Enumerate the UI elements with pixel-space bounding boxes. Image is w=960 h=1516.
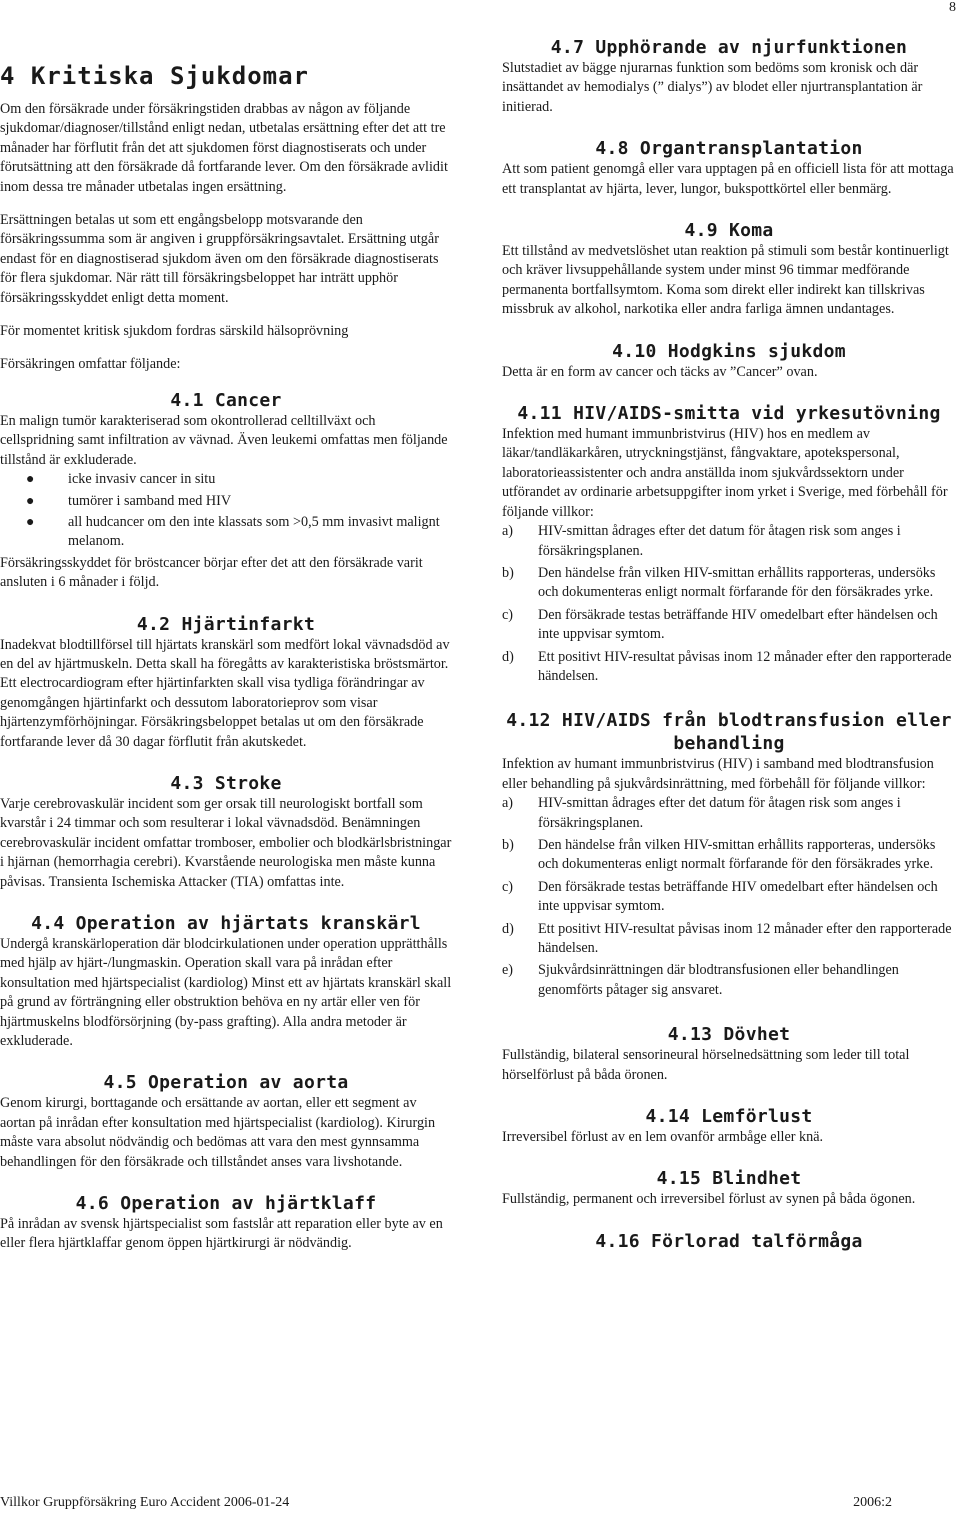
section-4-2-text: Inadekvat blodtillförsel till hjärtats kranskärl som medfört lokal vävnadsdöd av en del av hjärtmuskeln. Detta skall ha föregåtts av karakteristiska bröstsmärtor. Ett electrocardiogram efter hjärtinfarkten skall visa tydliga förändringar av genomgången hjärtinfarkt och dessutom laboratorieprov som visar hjärtenzymförhöjningar. Försäkringsbeloppet betalas ut om den försäkrade fortfarande lever då 30 dagar förflutit från akutskedet. [0,636,450,750]
section-4-10-text: Detta är en form av cancer och täcks av ”Cancer” ovan. [502,363,818,380]
list-item: d) Ett positivt HIV-resultat påvisas inom 12 månader efter den rapporterade händelsen. [502,648,952,684]
list-item: b) Den händelse från vilken HIV-smittan erhållits rapporteras, undersöks och dokumenteras enligt normalt förfarande för den försäkrades yrke. [502,564,936,601]
section-4-12-title: 4.12 HIV/AIDS från blodtransfusion eller behandling [506,710,952,755]
cancer-exclusion-list [0,470,452,552]
footer-document-title: Villkor Gruppförsäkring Euro Accident 2006-01-24 [0,1495,290,1510]
right-column [502,36,956,1253]
section-4-5-text: Genom kirurgi, borttagande och ersättande av aortan, eller ett segment av aortan på inrådan efter konsultation med hjärtspecialist (kardiolog). Kirurgin måste vara absolut nödvändig och bedömas att vara den mest gynnsamma behandlingen för den försäkrade och tillståndet anses vara livshotande. [0,1095,436,1170]
section-4-9-text: Ett tillstånd av medvetslöshet utan reaktion på stimuli som består kontinuerligt och kräver livsuppehållande system under minst 96 timmar medförande permanenta bortfallsymtom. Koma som direkt eller indirekt kan tillskrivas missbruk av alkohol, narkotika eller andra farliga ämnen undantages. [502,243,949,318]
section-4-12-conditions [502,794,956,1000]
section-4-11-conditions [502,522,956,686]
section-4-6-title: 4.6 Operation av hjärtklaff [75,1193,377,1215]
section-4-14-title: 4.14 Lemförlust [645,1106,813,1128]
section-4-12-text: Infektion av humant immunbristvirus (HIV) i samband med blodtransfusion eller behandling på sjukvårdsinrättning, med förbehåll för följande villkor: [502,756,934,792]
left-column [0,30,452,1254]
section-4-5-title: 4.5 Operation av aorta [103,1072,349,1094]
section-4-4-title: 4.4 Operation av hjärtats kranskärl [31,913,421,934]
chapter-heading: 4 Kritiska Sjukdomar [0,62,309,90]
section-4-4-text: Undergå kranskärloperation där blodcirkulationen under operation upprätthålls med hjälp av hjärt-/lungmaskin. Operation skall vara på inrådan efter konsultation med hjärtspecialist (kardiolog) Minst ett av hjärtats kranskärl skall på grund av förträngning eller obstruktion behöva en ny artär eller ven för hjärtmuskelns blodförsörjning (by-pass grafting). Alla andra metoder är exkluderade. [0,936,452,1050]
list-item: ● icke invasiv cancer in situ [0,470,452,489]
intro-paragraph-3: För momentet kritisk sjukdom fordras särskild hälsoprövning [0,323,349,340]
page-footer [0,1495,956,1511]
list-item: b) Den händelse från vilken HIV-smittan erhållits rapporteras, undersöks och dokumenteras enligt normalt förfarande för den försäkrades yrke. [502,836,936,873]
section-4-8-text: Att som patient genomgå eller vara upptagen på en officiell lista för att mottaga ett transplantat av hjärta, lever, lungor, bukspottkörtel eller benmärg. [502,161,954,197]
section-4-13-text: Fullständig, bilateral sensorineural hörselnedsättning som leder till total hörselförlust på båda öronen. [502,1047,910,1083]
section-4-6-text: På inrådan av svensk hjärtspecialist som fastslår att reparation eller byte av en eller flera hjärtklaffar genom öppen hjärtkirurgi är nödvändig. [0,1216,443,1252]
section-4-3-text: Varje cerebrovaskulär incident som ger orsak till neurologiskt bortfall som kvarstår i 24 timmar och som resulterar i lokal vävnadsdöd. Benämningen cerebrovaskulär incident omfattar tromboser, embolier och blodkärlsbristningar i hjärnan (hemorrhagia cerebri). Kvarstående neurologiska men måste kunna påvisas. Transienta Ischemiska Attacker (TIA) omfattas inte. [0,795,452,890]
bullet-icon: ● [26,514,35,530]
page-number: 8 [949,0,956,15]
list-item: a) HIV-smittan ådrages efter det datum för åtagen risk som anges i försäkringsplanen. [502,523,901,559]
section-4-11-text: Infektion med humant immunbristvirus (HIV) hos en medlem av läkar/tandläkarkåren, utryckningstjänst, fångvaktare, apotekspersonal, laboratorieassistenter och andra anställda inom sjukvårdssektorn under utförandet av ordinarie arbetsuppgifter inom yrket i Sverige, med förbehåll för följande villkor: [502,426,948,520]
list-item: c) Den försäkrade testas beträffande HIV omedelbart efter händelsen och inte uppvisar symtom. [502,878,938,915]
section-4-16-title: 4.16 Förlorad talförmåga [595,1230,863,1252]
section-4-1-after: Försäkringsskyddet för bröstcancer börjar efter det att den försäkrade varit ansluten i 6 månader i följd. [0,554,423,591]
list-item: ● tumörer i samband med HIV [0,492,452,511]
intro-paragraph-1: Om den försäkrade under försäkringstiden drabbas av någon av följande sjukdomar/diagnoser/tillstånd enligt nedan, utbetalas ersättning efter det att tre månader har förflutit från det att sjukdomen först diagnostiserats och under förutsättning att den försäkrade då fortfarande lever. Om den försäkrade avlidit inom dessa tre månader utbetalas ingen ersättning. [0,101,448,195]
intro-paragraph-4: Försäkringen omfattar följande: [0,356,181,373]
list-item: a) HIV-smittan ådrages efter det datum för åtagen risk som anges i försäkringsplanen. [502,795,901,831]
section-4-15-text: Fullständig, permanent och irreversibel förlust av synen på båda ögonen. [502,1191,916,1208]
section-4-9-title: 4.9 Koma [684,220,774,242]
list-item: ● all hudcancer om den inte klassats som >0,5 mm invasivt malignt melanom. [26,513,440,550]
section-4-3-title: 4.3 Stroke [170,772,282,794]
section-4-2-title: 4.2 Hjärtinfarkt [136,613,316,635]
footer-version: 2006:2 [853,1495,892,1510]
section-4-1-title: 4.1 Cancer [170,389,282,411]
section-4-13-title: 4.13 Dövhet [667,1024,791,1046]
section-4-1-text: En malign tumör karakteriserad som okontrollerad celltillväxt och cellspridning samt infiltration av vävnad. Även leukemi omfattas men följande tillstånd är exkluderade. [0,412,448,468]
section-4-10-title: 4.10 Hodgkins sjukdom [612,340,846,362]
section-4-11-title: 4.11 HIV/AIDS-smitta vid yrkesutövning [517,403,941,425]
section-4-14-text: Irreversibel förlust av en lem ovanför armbåge eller knä. [502,1129,824,1146]
section-4-7-title: 4.7 Upphörande av njurfunktionen [550,37,908,58]
intro-paragraph-2: Ersättningen betalas ut som ett engångsbelopp motsvarande den försäkringssumma som är angiven i gruppförsäkringsavtalet. Ersättning utgår endast för en diagnostiserad sjukdom även om den försäkrade diagnostiserats för flera sjukdomar. När rätt till försäkringsbeloppet har inträtt upphör försäkringsskyddet enligt detta moment. [0,212,439,306]
bullet-icon: ● [26,493,35,509]
section-4-7-text: Slutstadiet av bägge njurarnas funktion som bedöms som kronisk och där insättandet av hemodialys (” dialys”) av blodet eller njurtransplantation är initierad. [502,60,923,115]
bullet-icon: ● [26,472,35,488]
section-4-15-title: 4.15 Blindhet [656,1168,802,1190]
list-item: c) Den försäkrade testas beträffande HIV omedelbart efter händelsen och inte uppvisar symtom. [502,606,938,643]
section-4-8-title: 4.8 Organtransplantation [595,138,863,160]
list-item: d) Ett positivt HIV-resultat påvisas inom 12 månader efter den rapporterade händelsen. [502,920,952,956]
list-item: e) Sjukvårdsinrättningen där blodtransfusionen eller behandlingen genomförts påtager sig ansvaret. [502,962,899,998]
